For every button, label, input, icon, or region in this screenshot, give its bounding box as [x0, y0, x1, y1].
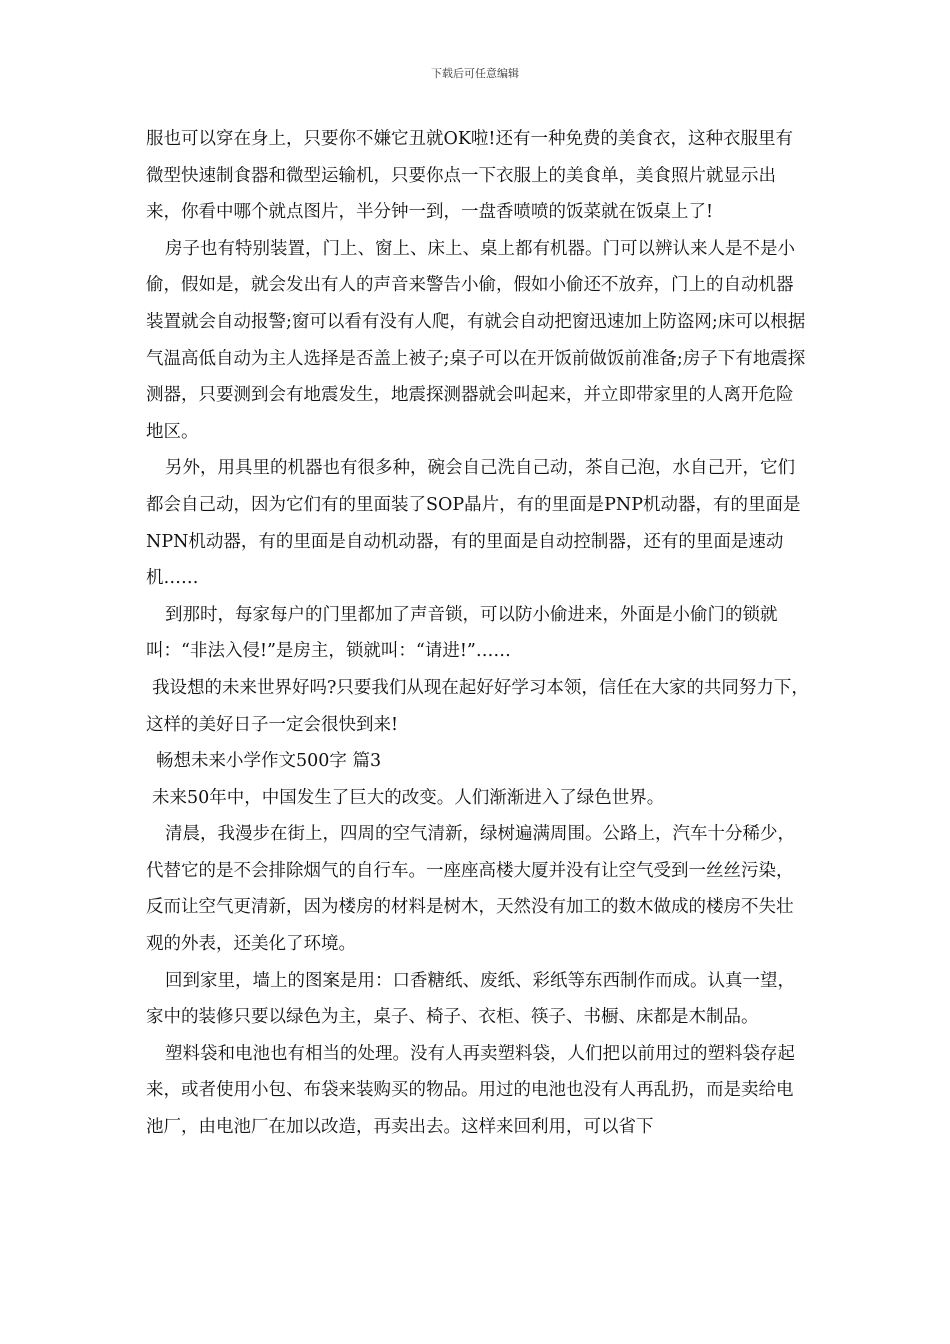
paragraph: 塑料袋和电池也有相当的处理。没有人再卖塑料袋，人们把以前用过的塑料袋存起来，或者使用小包、布袋来装购买的物品。用过的电池也没有人再乱扔，而是卖给电池厂，由电池厂在加以改造，再卖出去。这样来回利用，可以省下 — [146, 1043, 795, 1138]
paragraph: 回到家里，墙上的图案是用：口香糖纸、废纸、彩纸等东西制作而成。认真一望，家中的装修只要以绿色为主，桌子、椅子、衣柜、筷子、书橱、床都是木制品。 — [146, 970, 795, 1028]
document-body — [146, 121, 810, 1146]
section-heading: 畅想未来小学作文500字 篇3 — [156, 751, 382, 772]
paragraph: 房子也有特别装置，门上、窗上、床上、桌上都有机器。门可以辨认来人是不是小偷，假如是，就会发出有人的声音来警告小偷，假如小偷还不放弃，门上的自动机器装置就会自动报警;窗可以看有没有人爬，有就会自动把窗迅速加上防盗网;床可以根据气温高低自动为主人选择是否盖上被子;桌子可以在开饭前做饭前准备;房子下有地震探测器，只要测到会有地震发生，地震探测器就会叫起来，并立即带家里的人离开危险地区。 — [146, 238, 806, 442]
paragraph: 服也可以穿在身上，只要你不嫌它丑就OK啦!还有一种免费的美食衣，这种衣服里有微型快速制食器和微型运输机，只要你点一下衣服上的美食单，美食照片就显示出来，你看中哪个就点图片，半分钟一到，一盘香喷喷的饭菜就在饭桌上了! — [146, 129, 793, 223]
page-header: 下载后可任意编辑 — [431, 67, 519, 80]
paragraph: 未来50年中，中国发生了巨大的改变。人们渐渐进入了绿色世界。 — [152, 787, 665, 808]
paragraph: 另外，用具里的机器也有很多种，碗会自己洗自己动，茶自己泡，水自己开，它们都会自己动，因为它们有的里面装了SOP晶片，有的里面是PNP机动器，有的里面是NPN机动器，有的里面是自动机动器，有的里面是自动控制器，还有的里面是速动机…… — [146, 458, 801, 589]
paragraph: 清晨，我漫步在街上，四周的空气清新，绿树遍满周围。公路上，汽车十分稀少，代替它的是不会排除烟气的自行车。一座座高楼大厦并没有让空气受到一丝丝污染，反而让空气更清新，因为楼房的材料是树木，天然没有加工的数木做成的楼房不失壮观的外表，还美化了环境。 — [146, 824, 795, 955]
paragraph: 到那时，每家每户的门里都加了声音锁，可以防小偷进来，外面是小偷门的锁就叫：“非法入侵!”是房主，锁就叫：“请进!”…… — [146, 604, 778, 662]
paragraph: 我设想的未来世界好吗?只要我们从现在起好好学习本领，信任在大家的共同努力下，这样的美好日子一定会很快到来! — [146, 677, 809, 735]
